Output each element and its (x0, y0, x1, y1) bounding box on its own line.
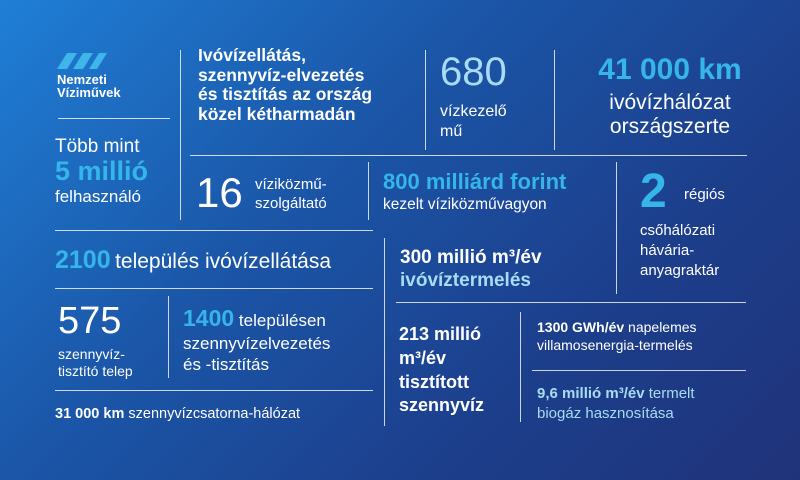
sewage-settlements-number: 1400 (183, 305, 235, 331)
logo (57, 53, 121, 99)
biogas-label: termelt (648, 385, 695, 402)
divider (55, 230, 373, 231)
supply-line1: Ivóvízellátás, (198, 45, 306, 65)
logo-name-line2: Víziművek (57, 85, 121, 100)
divider (616, 162, 617, 294)
plants-number: 680 (440, 50, 507, 94)
solar-line2: villamosenergia-termelés (537, 337, 693, 354)
divider (396, 302, 746, 303)
users-stat (55, 136, 195, 207)
network-line1: ivóvízhálózat (609, 91, 731, 114)
supply-text (198, 46, 372, 124)
supply-line2: szennyvíz-elvezetés (198, 64, 365, 85)
sewer-number: 31 000 km (55, 406, 125, 422)
wwtp-line2: tisztító telep (58, 362, 133, 379)
wwtp-stat (58, 302, 133, 380)
settlements-label: település ivóvízellátása (115, 250, 332, 273)
supply-line4: közel kétharmadán (198, 103, 356, 124)
solar-number: 1300 GWh/év (537, 319, 625, 335)
treated-line4: szennyvíz (399, 395, 485, 416)
production-line2: ivóvíztermelés (400, 269, 531, 291)
sewer-label: szennyvízcsatorna-hálózat (128, 406, 301, 422)
utilities-label (255, 176, 327, 214)
assets-label: kezelt víziközművagyon (383, 196, 547, 214)
users-post: felhasználó (55, 187, 142, 206)
wwtp-number: 575 (58, 300, 122, 342)
regional-rest (640, 221, 719, 280)
biogas-number: 9,6 millió m³/év (537, 385, 645, 402)
assets-number: 800 milliárd forint (383, 169, 567, 194)
wwtp-line1: szennyvíz- (58, 346, 125, 362)
regional-line2: csőhálózati (640, 222, 716, 239)
sewage-settlements-line3: és -tisztítás (183, 355, 269, 374)
solar-label: napelemes (628, 319, 697, 335)
divider (520, 312, 521, 422)
supply-line3: és tisztítás az ország (198, 84, 373, 105)
divider (368, 162, 369, 220)
regional-line4: anyagraktár (640, 261, 720, 279)
settlements-stat (55, 246, 331, 275)
nv-logo-icon (57, 53, 107, 69)
utilities-line2: szolgáltató (255, 194, 327, 212)
biogas-stat (537, 384, 695, 423)
biogas-line2: biogáz hasznosítása (537, 404, 674, 422)
production-stat (400, 247, 542, 293)
sewage-settlements-stat (183, 304, 330, 375)
users-pre: Több mint (55, 136, 140, 157)
network-stat (575, 55, 765, 139)
solar-stat (537, 318, 697, 354)
regional-number: 2 (640, 165, 667, 218)
plants-line1: vízkezelő (440, 103, 507, 120)
treated-line2: m³/év (399, 347, 447, 368)
divider (554, 50, 555, 150)
network-number: 41 000 km (598, 53, 742, 86)
regional-line1: régiós (684, 186, 725, 203)
logo-name-line1: Nemzeti (57, 72, 107, 87)
divider (190, 155, 747, 156)
divider (425, 50, 426, 150)
divider (55, 288, 373, 289)
divider (384, 238, 385, 426)
plants-line2: mű (440, 123, 463, 140)
divider (532, 370, 746, 371)
divider (55, 390, 373, 391)
sewage-settlements-label: településen (238, 311, 326, 330)
treated-line1: 213 millió (399, 324, 482, 344)
assets-stat (383, 170, 566, 214)
treated-stat (399, 323, 484, 418)
utilities-number: 16 (196, 169, 243, 216)
regional-line3: hávária- (640, 241, 695, 259)
divider (168, 296, 169, 378)
production-line1: 300 millió m³/év (400, 247, 542, 268)
settlements-number: 2100 (55, 246, 111, 274)
divider (58, 118, 170, 119)
treated-line3: tisztított (399, 371, 469, 392)
plants-stat (440, 52, 507, 142)
divider (180, 50, 181, 220)
users-number: 5 millió (55, 156, 149, 186)
network-line2: országszerte (609, 115, 731, 139)
sewer-stat (55, 406, 300, 422)
sewage-settlements-line2: szennyvízelvezetés (183, 333, 331, 353)
utilities-line1: víziközmű- (255, 176, 327, 193)
